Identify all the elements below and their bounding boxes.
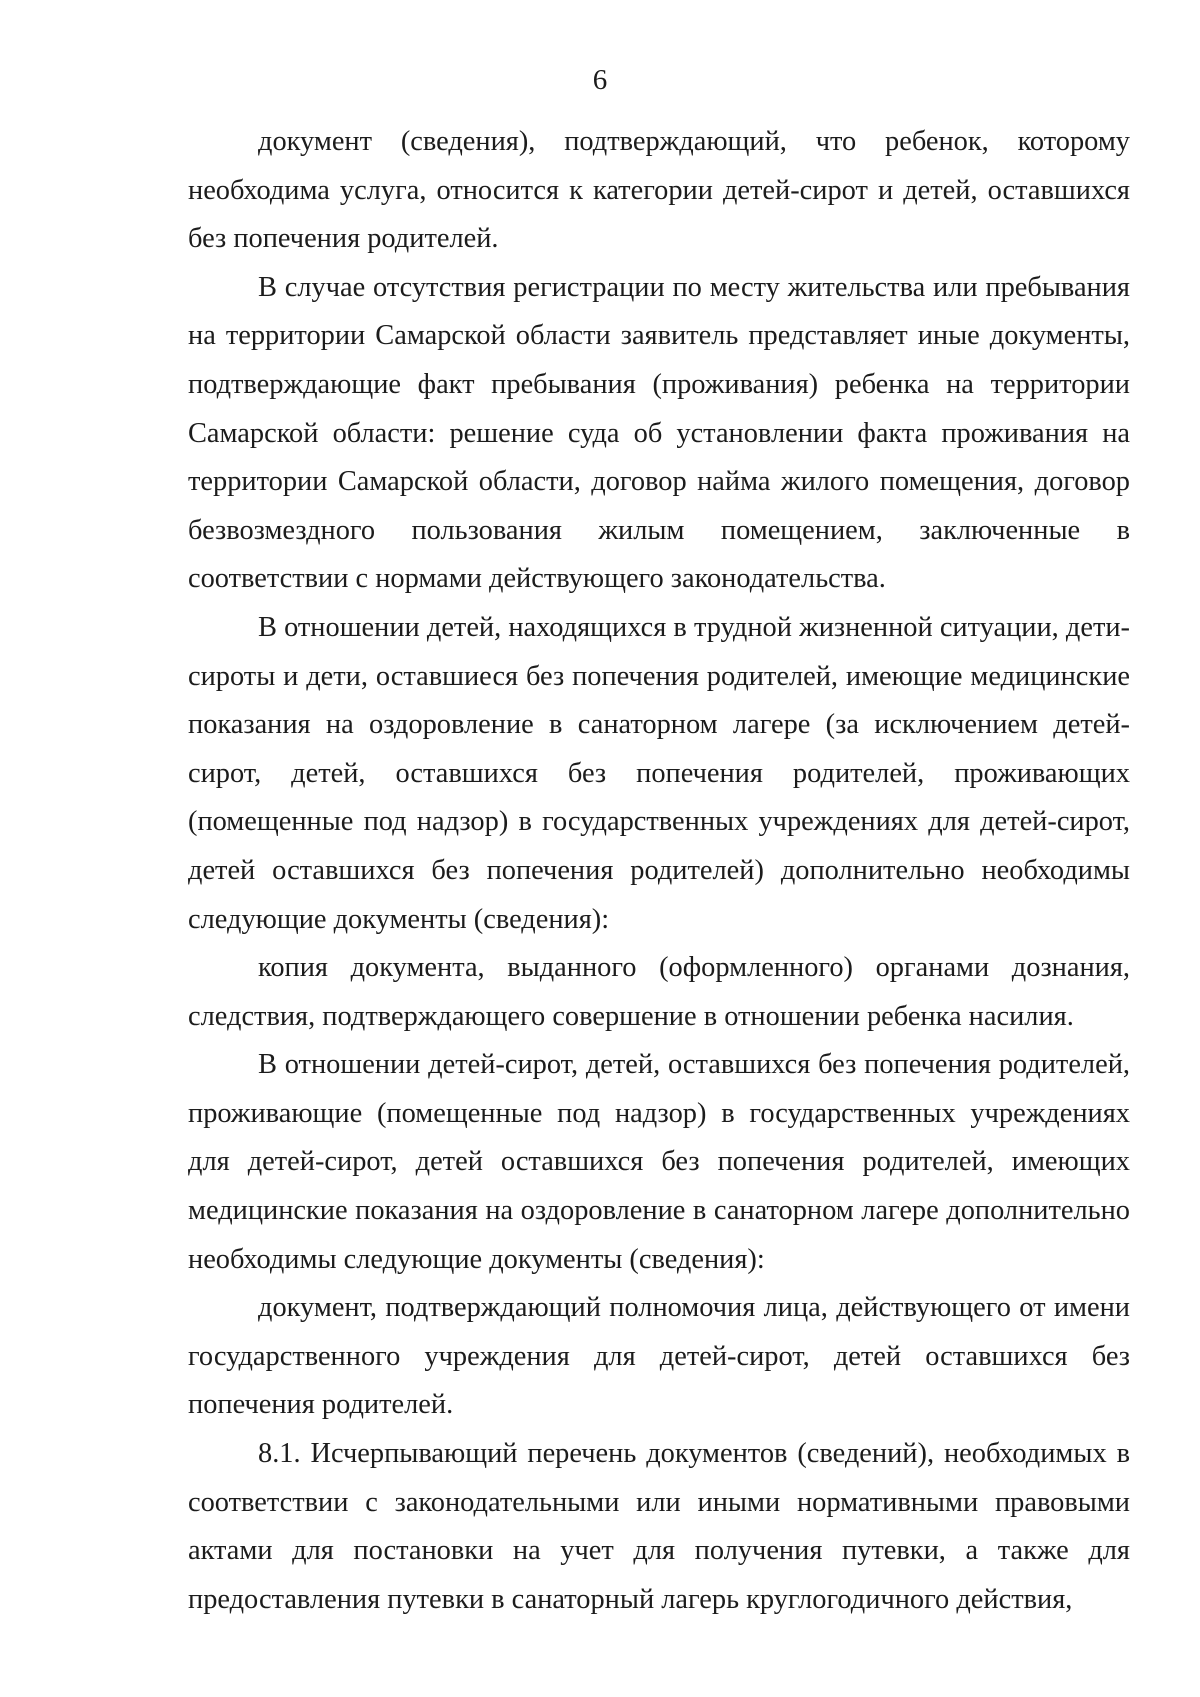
paragraph-authority-document: документ, подтверждающий полномочия лица, действующего от имени государственного учреждения для детей-сирот, детей оставшихся без попечения родителей. bbox=[188, 1292, 1130, 1421]
paragraph-orphan-status-document: документ (сведения), подтверждающий, что ребенок, которому необходима услуга, относится к категории детей-сирот и детей, оставшихся без попечения родителей. bbox=[188, 126, 1130, 255]
paragraph-state-institution-children: В отношении детей-сирот, детей, оставшихся без попечения родителей, проживающие (помещенные под надзор) в государственных учреждениях для детей-сирот, детей оставшихся без попечения родителей, имеющих медицинские показания на оздоровление в санаторном лагере дополнительно необходимы следующие документы (сведения): bbox=[188, 1049, 1130, 1275]
paragraph-no-registration: В случае отсутствия регистрации по месту жительства или пребывания на территории Самарской области заявитель представляет иные документы, подтверждающие факт пребывания (проживания) ребенка на территории Самарской области: решение суда об установлении факта проживания на территории Самарской области, договор найма жилого помещения, договор безвозмездного пользования жилым помещением, заключенные в соответствии с нормами действующего законодательства. bbox=[188, 271, 1130, 595]
paragraph-violence-document: копия документа, выданного (оформленного) органами дознания, следствия, подтверждающего совершение в отношении ребенка насилия. bbox=[188, 952, 1130, 1032]
paragraph-section-8-1: 8.1. Исчерпывающий перечень документов (сведений), необходимых в соответствии с законодательными или иными нормативными правовыми актами для постановки на учет для получения путевки, а также для предоставления путевки в санаторный лагерь круглогодичного действия, bbox=[188, 1438, 1130, 1615]
document-body bbox=[188, 118, 1130, 1624]
page-number: 6 bbox=[592, 64, 608, 96]
paragraph-difficult-situation: В отношении детей, находящихся в трудной жизненной ситуации, дети-сироты и дети, оставшиеся без попечения родителей, имеющие медицинские показания на оздоровление в санаторном лагере (за исключением детей-сирот, детей, оставшихся без попечения родителей, проживающих (помещенные под надзор) в государственных учреждениях для детей-сирот, детей оставшихся без попечения родителей) дополнительно необходимы следующие документы (сведения): bbox=[188, 611, 1130, 935]
